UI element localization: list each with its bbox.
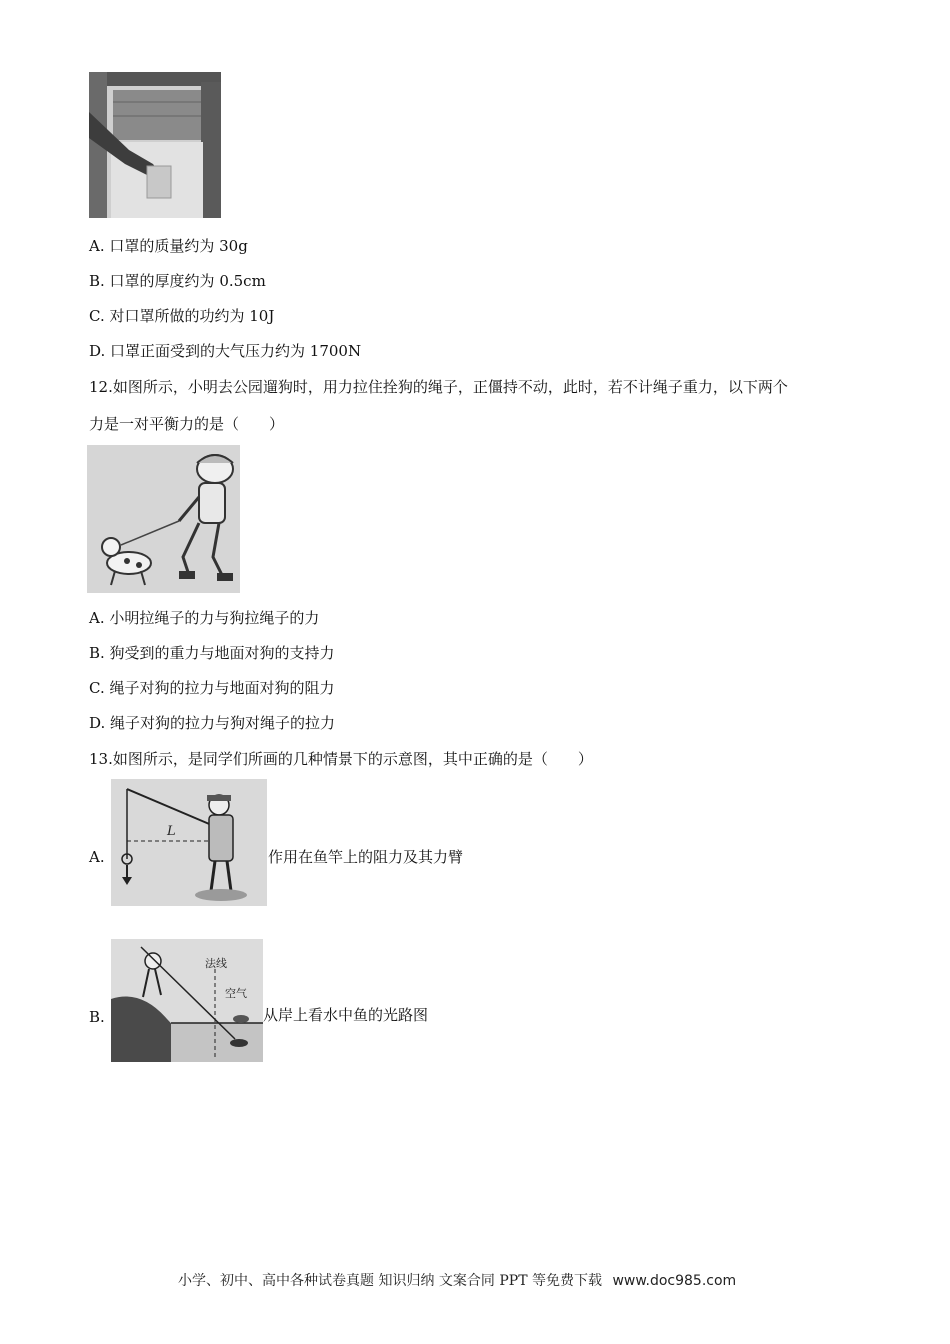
q11-option-b: B. 口罩的厚度约为 0.5cm xyxy=(89,272,266,290)
q13-stem: 13.如图所示，是同学们所画的几种情景下的示意图，其中正确的是（ ） xyxy=(89,750,593,768)
q13-figure-fishing-rod xyxy=(111,779,267,906)
q13-figure-light-path xyxy=(111,939,263,1062)
q13-option-b-text: 从岸上看水中鱼的光路图 xyxy=(263,1006,429,1024)
q12-option-b: B. 狗受到的重力与地面对狗的支持力 xyxy=(89,644,335,662)
footer-text: 小学、初中、高中各种试卷真题 知识归纳 文案合同 PPT 等免费下载 xyxy=(178,1273,602,1289)
q11-figure-mask-on-door xyxy=(89,72,221,218)
q13-b-air-label: 空气 xyxy=(225,987,247,1000)
q12-stem-line2: 力是一对平衡力的是（ ） xyxy=(89,415,285,433)
q13-b-normal-label: 法线 xyxy=(205,957,227,970)
page-footer xyxy=(178,1270,736,1290)
q13-option-a-letter: A. xyxy=(89,848,105,866)
q12-option-d: D. 绳子对狗的拉力与狗对绳子的拉力 xyxy=(89,714,336,732)
q13-a-length-label: L xyxy=(167,824,176,839)
q13-option-b-letter: B. xyxy=(89,1008,105,1026)
q12-figure-boy-walking-dog xyxy=(87,445,240,593)
q13-option-a-text: 作用在鱼竿上的阻力及其力臂 xyxy=(268,848,464,866)
q11-option-a: A. 口罩的质量约为 30g xyxy=(89,237,248,255)
footer-url[interactable]: www.doc985.com xyxy=(612,1273,737,1289)
q12-option-c: C. 绳子对狗的拉力与地面对狗的阻力 xyxy=(89,679,335,697)
q12-option-a: A. 小明拉绳子的力与狗拉绳子的力 xyxy=(89,609,320,627)
q12-stem-line1: 12.如图所示，小明去公园遛狗时，用力拉住拴狗的绳子，正僵持不动，此时，若不计绳子重力，以下两个 xyxy=(89,378,788,396)
q11-option-c: C. 对口罩所做的功约为 10J xyxy=(89,307,275,325)
q11-option-d: D. 口罩正面受到的大气压力约为 1700N xyxy=(89,342,362,360)
